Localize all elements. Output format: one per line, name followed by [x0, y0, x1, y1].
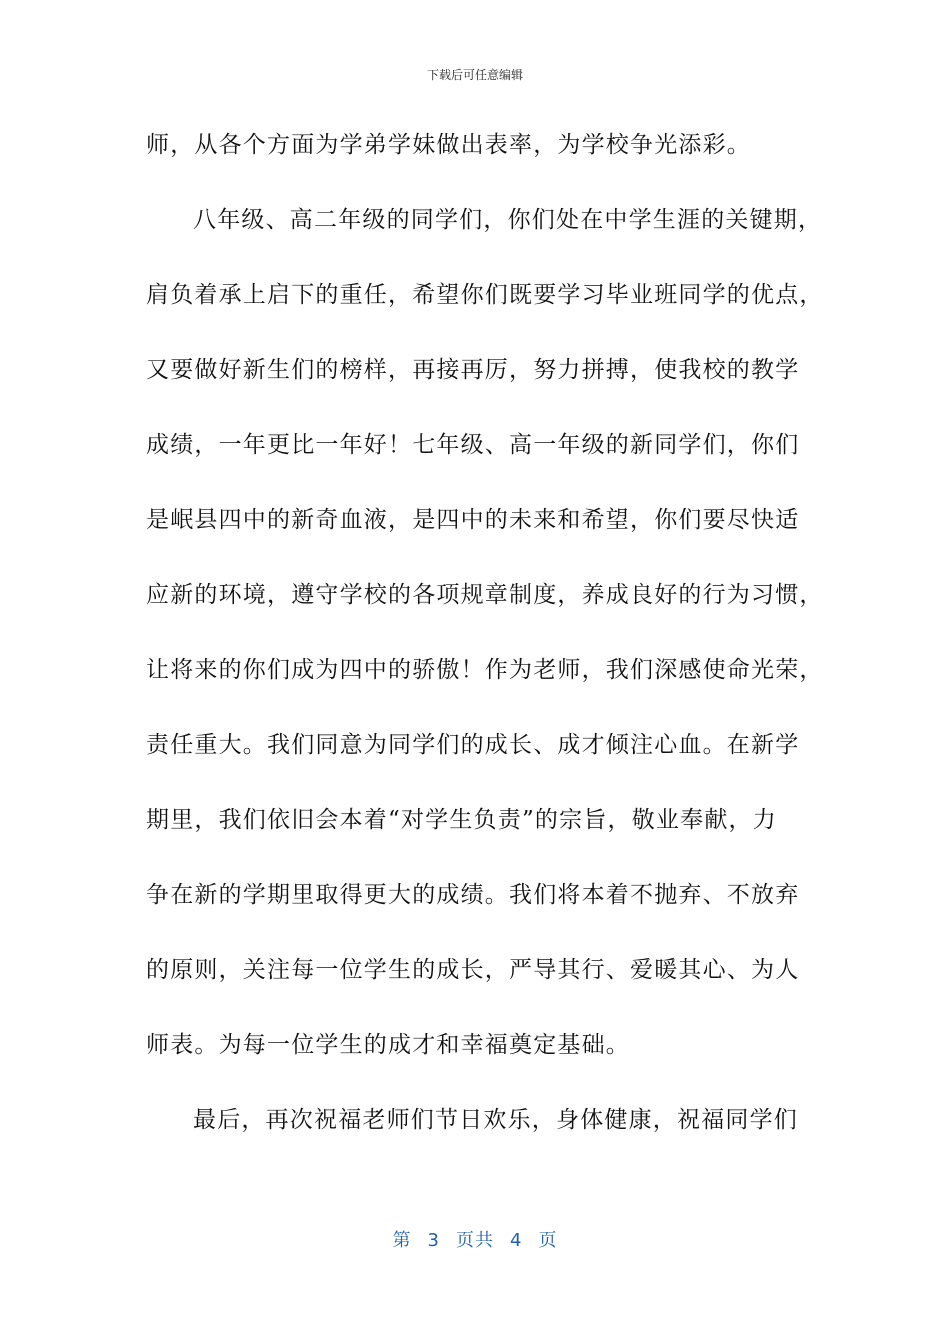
- total-pages-number: 4: [510, 1230, 523, 1251]
- paragraph-start-line: 最后，再次祝福老师们节日欢乐，身体健康，祝福同学们: [193, 1107, 798, 1133]
- text-line: 责任重大。我们同意为同学们的成长、成才倾注心血。在新学: [146, 732, 800, 758]
- text-line: 成绩，一年更比一年好！七年级、高一年级的新同学们，你们: [146, 432, 800, 458]
- text-line: 让将来的你们成为四中的骄傲！作为老师，我们深感使命光荣，: [146, 657, 824, 683]
- header-note: 下载后可任意编辑: [426, 68, 523, 82]
- text-line: 师表。为每一位学生的成才和幸福奠定基础。: [146, 1032, 630, 1058]
- text-line: 争在新的学期里取得更大的成绩。我们将本着不抛弃、不放弃: [146, 882, 800, 908]
- document-body: [146, 124, 824, 1174]
- current-page-number: 3: [427, 1230, 440, 1251]
- page-footer: [0, 1226, 950, 1252]
- text-line: 应新的环境，遵守学校的各项规章制度，养成良好的行为习惯，: [146, 582, 824, 608]
- footer-middle: 页共: [456, 1230, 494, 1251]
- footer-prefix: 第: [392, 1230, 412, 1251]
- text-line: 师，从各个方面为学弟学妹做出表率，为学校争光添彩。: [146, 132, 751, 158]
- text-line: 肩负着承上启下的重任，希望你们既要学习毕业班同学的优点，: [146, 282, 824, 308]
- footer-suffix: 页: [538, 1230, 558, 1251]
- text-line: 期里，我们依旧会本着“对学生负责”的宗旨，敬业奉献，力: [146, 807, 777, 833]
- text-line: 的原则，关注每一位学生的成长，严导其行、爱暖其心、为人: [146, 957, 800, 983]
- paragraph-start-line: 八年级、高二年级的同学们，你们处在中学生涯的关键期，: [193, 207, 823, 233]
- text-line: 是岷县四中的新奇血液，是四中的未来和希望，你们要尽快适: [146, 507, 800, 533]
- text-line: 又要做好新生们的榜样，再接再厉，努力拼搏，使我校的教学: [146, 357, 800, 383]
